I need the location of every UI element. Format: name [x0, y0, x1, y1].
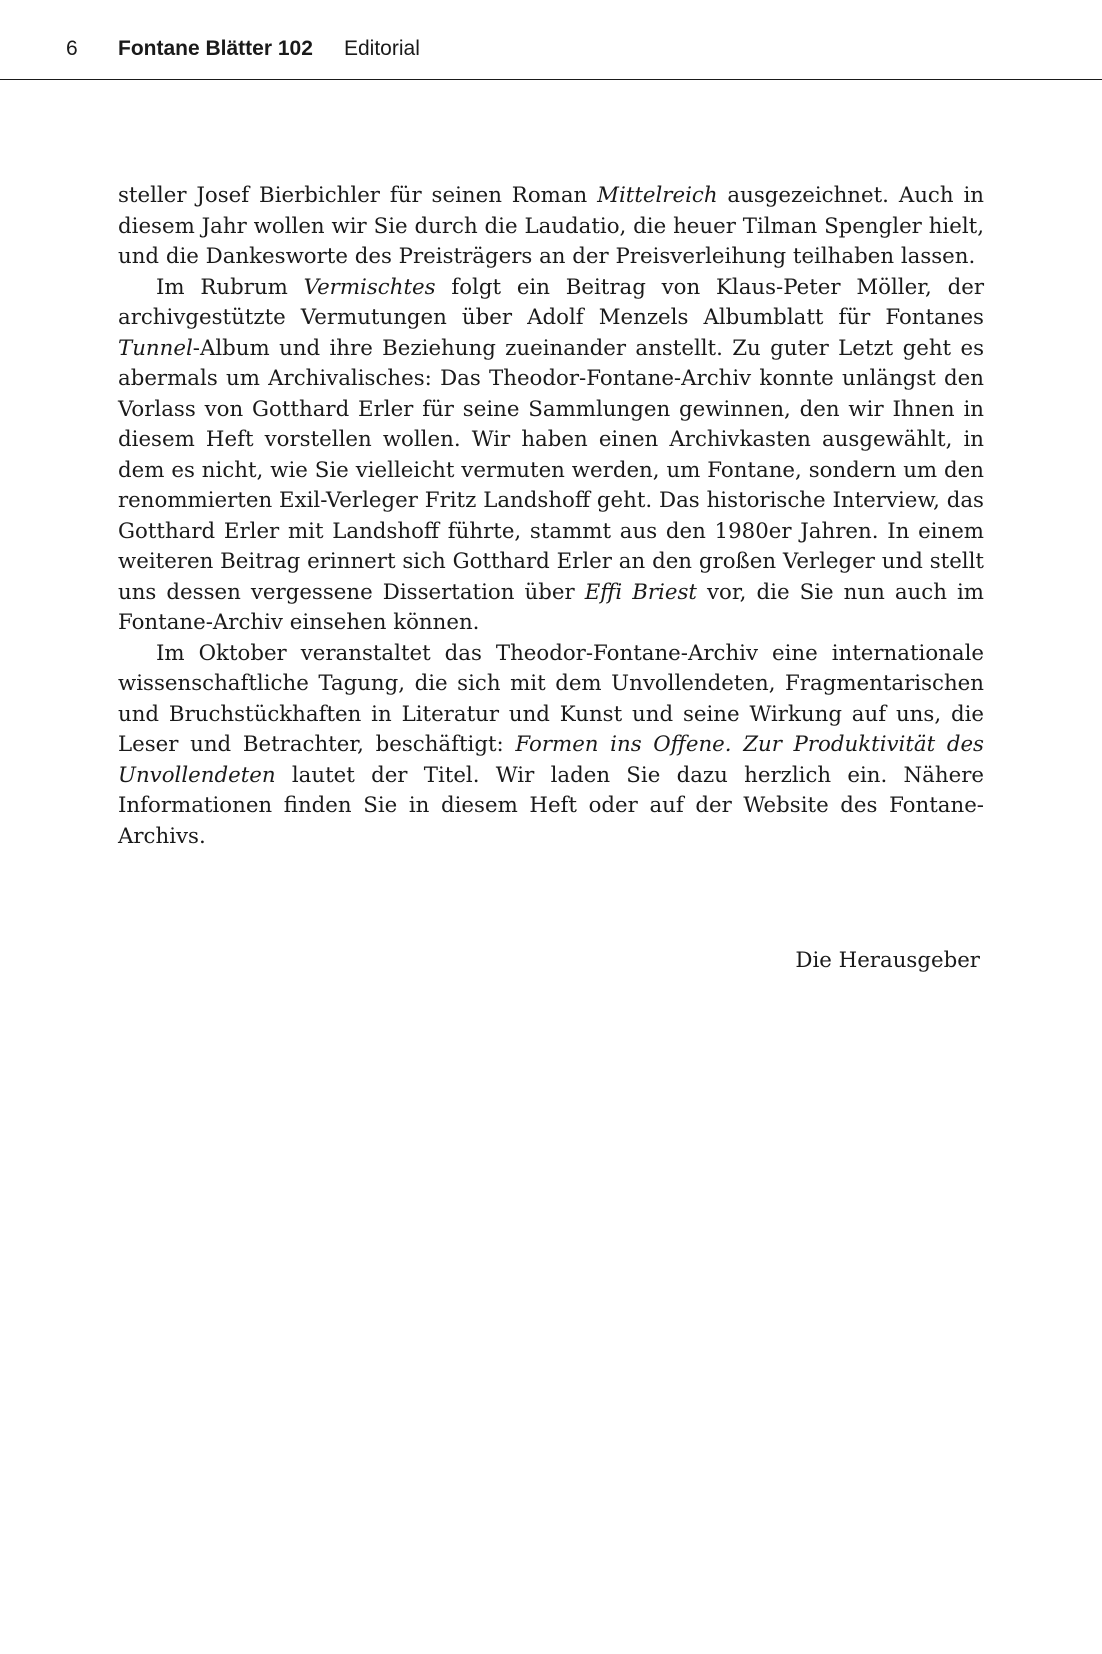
text-span: Im Rubrum: [156, 274, 304, 300]
text-span: -Album und ihre Beziehung zueinander anstellt. Zu guter Letzt geht es abermals um Archivalisches: Das Theodor-Fontane-Archiv konnte unlängst den Vorlass von Gotthard Erler für seine Sammlungen gewinnen, den wir Ihnen in diesem Heft vorstellen wollen. Wir haben einen Archivkasten ausgewählt, in dem es nicht, wie Sie vielleicht vermuten werden, um Fontane, sondern um den renommierten Exil-Verleger Fritz Landshoff geht. Das historische Interview, das Gotthard Erler mit Landshoff führte, stammt aus den 1980er Jahren. In einem weiteren Beitrag erinnert sich Gotthard Erler an den großen Verleger und stellt uns dessen vergessene Dissertation über: [118, 335, 984, 605]
editorial-body: [118, 181, 984, 852]
running-head: [0, 0, 1102, 80]
text-span: folgt ein Beitrag von Klaus-Peter Möller, der archivgestützte Vermutungen über Adolf Menzels Albumblatt für Fontanes: [118, 274, 985, 330]
paragraph-1: [118, 181, 984, 273]
italic-title: Tunnel: [118, 335, 193, 361]
section-name: Editorial: [344, 37, 420, 60]
italic-title: Effi Briest: [584, 579, 697, 605]
text-span: vor, die Sie nun auch im Fontane-Archiv einsehen können.: [118, 579, 984, 635]
italic-title: Mittelreich: [597, 183, 718, 208]
text-span: lautet der Titel. Wir laden Sie dazu herzlich ein. Nähere Informationen finden Sie in diesem Heft oder auf der Website des Fontane-Archivs.: [118, 762, 984, 849]
text-span: ausgezeichnet. Auch in diesem Jahr wollen wir Sie durch die Laudatio, die heuer Tilman Spengler hielt, und die Dankesworte des Preisträgers an der Preisverleihung teilhaben lassen.: [118, 183, 984, 269]
paragraph-2: [118, 273, 984, 639]
italic-title: Formen ins Offene. Zur Produktivität des Unvollendeten: [118, 732, 984, 788]
signature: Die Herausgeber: [795, 948, 980, 973]
page-number: 6: [66, 37, 78, 60]
paragraph-3: [118, 639, 984, 853]
italic-rubric: Vermischtes: [303, 274, 436, 300]
text-span: steller Josef Bierbichler für seinen Roman: [118, 183, 598, 208]
text-span: Im Oktober veranstaltet das Theodor-Fontane-Archiv eine internationale wissenschaftliche Tagung, die sich mit dem Unvollendeten, Fragmentarischen und Bruchstückhaften in Literatur und Kunst und seine Wirkung auf uns, die Leser und Betrachter, beschäftigt:: [118, 640, 984, 757]
journal-title: Fontane Blätter 102: [118, 37, 313, 60]
